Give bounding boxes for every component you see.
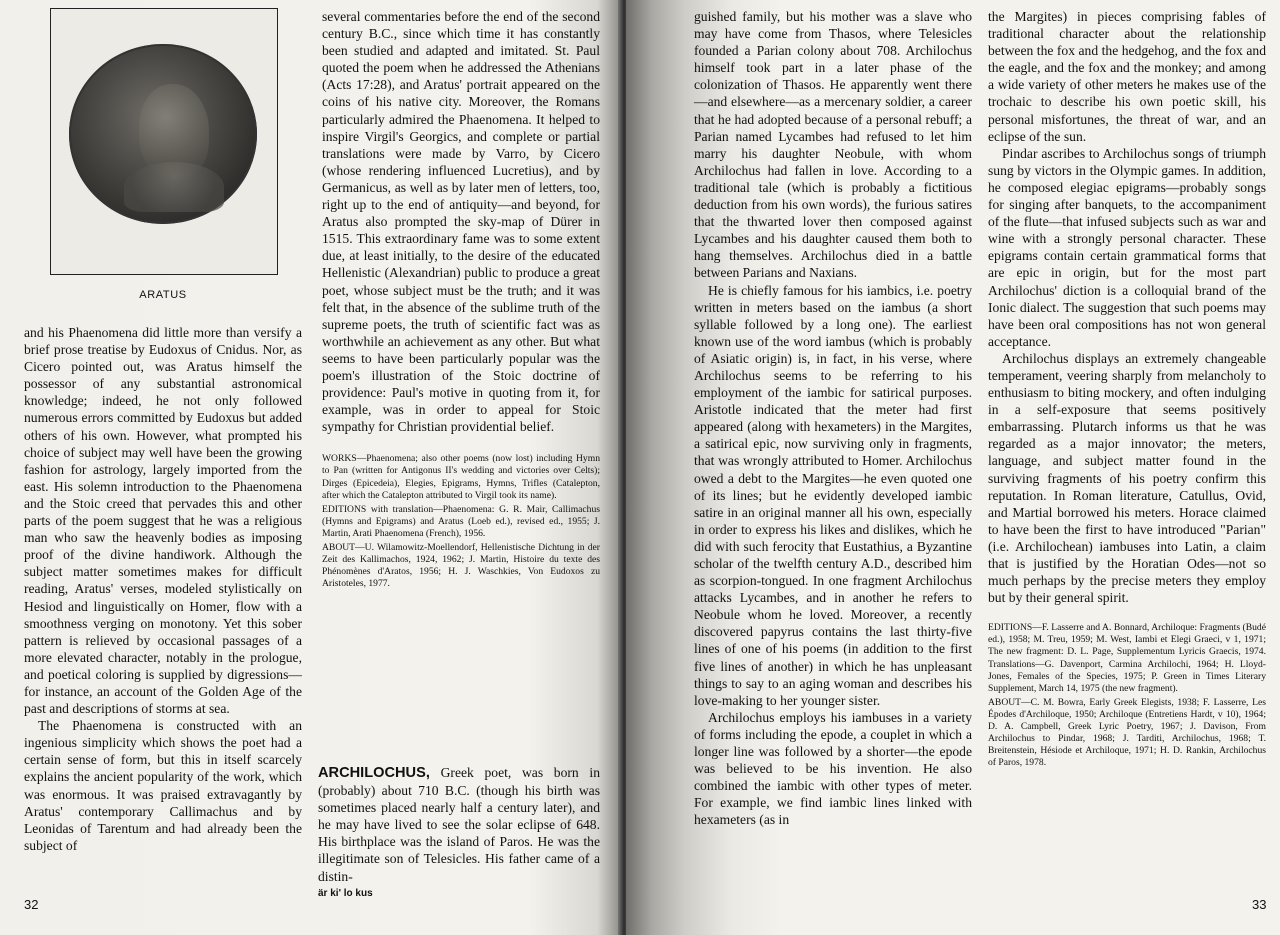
paragraph: guished family, but his mother was a slave who may have come from Thasos, where Telesicles founded a Parian colony about 708. Archilochus himself took part in a later phase of the colonization of Thasos. He apparently went there—and elsewhere—as a mercenary soldier, a career that he had adopted because of a personal rebuff; a Parian named Lycambes had refused to let him marry his daughter Neobule, with whom Archilochus had fallen in love. According to a traditional tale (which is probably a fictitious deduction from his own words), the furious satires that the thwarted lover then composed against Lycambes and his daughter caused them both to hang themselves. Archilochus died in a battle between Parians and Naxians. (694, 9, 972, 281)
left-page-column-1 (24, 324, 302, 854)
aratus-coin-image (69, 44, 257, 224)
page-number-right: 33 (1252, 897, 1267, 912)
paragraph: He is chiefly famous for his iambics, i.e. poetry written in meters based on the iambus (a short syllable followed by a long one). The earliest known use of the word iambus (which is probably of Asiatic origin) is, in fact, in his verse, where Archilochus seems to be referring to his employment of the iambic for satirical purposes. Aristotle indicated that the meter had first appeared (along with hexameters) in the Margites, a satirical epic, now surviving only in fragments, that was wrongly attributed to Homer. Archilochus owed a debt to the Margites—he even quoted one of its lines; but he evidently developed iambic satire in an original manner all his own, especially in order to express his likes and dislikes, which he did with such ferocity that Eustathius, a Byzantine scholar of the twelfth century A.D., described him as scorpion-tongued. In one fragment Archilochus attacks Lycambes, and in another he refers to Neobule whom he loved. Moreover, a recently discovered papyrus contains the last thirty-five lines of one of his poems (in addition to the first five lines of another) in which he has unpleasant things to say to an aging woman and describes his love-making to her younger sister. (694, 282, 972, 708)
paragraph: Archilochus displays an extremely changeable temperament, veering sharply from melancholy to enthusiasm to biting mockery, and often indulging in a self-exposure that seems positively embarrassing. Plutarch informs us that he was regarded as a major innovator; the meters, language, and subject matter found in the surviving fragments of his poetry confirm this reputation. In Roman literature, Catullus, Ovid, and Martial borrowed his meters. Horace claimed to have been the first to have introduced "Parian" (i.e. Archilochean) iambuses into Latin, a claim that is justified by the Horatian Odes—not so much perhaps by the precise meters they employ but by their general spirit. (988, 350, 1266, 606)
paragraph: and his Phaenomena did little more than versify a brief prose treatise by Eudoxus of Cnidus. Nor, as Cicero pointed out, was Aratus himself the possessor of any substantial astronomical knowledge; indeed, he not only followed numerous errors committed by Eudoxus but added others of his own. However, what prompted his choice of subject may well have been the growing fashion for astrology, largely imported from the east. His solemn introduction to the Phaenomena and the Stoic creed that pervades this and other parts of the poem suggest that he was a religious man who saw the heavenly bodies as imposing proof of the divine handiwork. Although the subject matter sometimes makes for difficult reading, Aratus' verses, modeled stylistically on Hesiod and linguistically on Homer, flow with a smoothness verging on monotony. Yet this sober pattern is relieved by occasional passages of a more elevated character, notably in the prologue, and poetical coloring is supplied by digressions—for instance, an account of the Golden Age of the past and descriptions of storms at sea. (24, 325, 302, 717)
archilochus-bibliography (988, 622, 1266, 769)
paragraph: the Margites) in pieces comprising fables of traditional character about the relationship between the fox and the hedgehog, and the fox and the eagle, and the fox and the monkey; and among a wide variety of other meters he makes use of the trochaic to describe his own poetic skill, his personal misfortunes, the threat of war, and an eclipse of the sun. (988, 9, 1266, 144)
paragraph (318, 764, 600, 885)
biblio-editions: EDITIONS—F. Lasserre and A. Bonnard, Archiloque: Fragments (Budé ed.), 1958; M. Treu, 1959; M. West, Iambi et Elegi Graeci, v 1, 1971; The new fragment: D. L. Page, Supplementum Lyricis Graecis, 1974. Translations—G. Davenport, Carmina Archilochi, 1964; H. Lloyd-Jones, Females of the Species, 1975; P. Green in Times Literary Supplement, March 14, 1975 (the new fragment). (988, 622, 1266, 694)
paragraph: Archilochus employs his iambuses in a variety of forms including the epode, a couplet in which a longer line was followed by a shorter—the epode was believed to be his invention. He also combined the iambic with other types of meter. For example, we find iambic lines linked with hexameters (as in (694, 709, 972, 828)
coin-bust-relief (124, 162, 224, 212)
page-number-left: 32 (24, 897, 39, 912)
biblio-editions: EDITIONS with translation—Phaenomena: G. R. Mair, Callimachus (Hymns and Epigrams) and Aratus (Loeb ed.), revised ed., 1955; J. Martin, Arati Phaenomena (French), 1956. (322, 503, 600, 539)
right-page (626, 0, 1280, 935)
biblio-about: ABOUT—C. M. Bowra, Early Greek Elegists, 1938; F. Lasserre, Les Épodes d'Archiloque, 1950; Archiloque (Entretiens Hardt, v 10), 1964; D. A. Campbell, Greek Lyric Poetry, 1967; J. Davison, From Archilochus to Pindar, 1968; J. Tarditi, Archilochus, 1968; T. Breitenstein, Hésiode et Archiloque, 1971; H. D. Rankin, Archilochus of Paros, 1978. (988, 696, 1266, 769)
right-page-column-2 (988, 8, 1266, 771)
biblio-works: WORKS—Phaenomena; also other poems (now lost) including Hymn to Pan (written for Antigonus II's wedding and victories over Celts); Dirges (Epicedeia), Elegies, Epigrams, Hymns, Trifles (Catalepton, after which the Catalepton attributed to Virgil took its name). (322, 453, 600, 501)
biblio-about: ABOUT—U. Wilamowitz-Moellendorf, Hellenistische Dichtung in der Zeit des Kallimachos, 1924, 1962; J. Martin, Histoire du texte des Phénomènes d'Aratos, 1956; H. J. Waschkies, Von Eudoxos zu Aristoteles, 1977. (322, 542, 600, 590)
paragraph: Pindar ascribes to Archilochus songs of triumph sung by victors in the Olympic games. In addition, he composed elegiac epigrams—probably songs for singing after banquets, to the accompaniment of the flute—that infused subjects such as war and wine with a strongly personal character. These epigrams contain certain grammatical forms that are epic in origin, but for the most part Archilochus' diction is a colloquial brand of the Ionic dialect. The suggestion that such poems may have been oral compositions has not won general acceptance. (988, 145, 1266, 349)
archilochus-intro: Greek poet, was born in (probably) about 710 B.C. (though his birth was sometimes placed nearly half a century later), and he may have lived to see the solar eclipse of 648. His birthplace was the island of Paros. He was the illegitimate son of Telesicles. His father came of a distin- (318, 765, 600, 884)
portrait-caption: ARATUS (139, 289, 187, 301)
aratus-portrait-frame (50, 8, 278, 275)
right-page-column-1 (694, 8, 972, 829)
left-page (0, 0, 622, 935)
archilochus-entry-start (318, 764, 600, 902)
paragraph: several commentaries before the end of the second century B.C., since which time it has constantly been studied and adapted and imitated. St. Paul quoted the poem when he addressed the Athenians (Acts 17:28), and Aratus' portrait appeared on the coins of his native city. Moreover, the Romans particularly admired the Phaenomena. It helped to inspire Virgil's Georgics, and complete or partial translations were made by Varro, by Cicero (whose rendering influenced Lucretius), and by Germanicus, as well as by later men of letters, too, right up to the end of antiquity—and beyond, for Aratus also prompted the sky-map of Dürer in 1515. This extraordinary fame was to some extent due, at least initially, to the desire of the educated Hellenistic (Alexandrian) public to produce a great poet, whose subject must be the truth; and it was felt that, in the absence of the sublime truth of the supreme poets, the truth of scientific fact was as worthwhile an achievement as any other. But what seems to have been particularly popular was the poem's illustration of the Stoic doctrine of providence: Paul's motive in quoting from it, for example, was in order to appeal for Stoic sympathy for Christian providential belief. (322, 9, 600, 435)
paragraph: The Phaenomena is constructed with an ingenious simplicity which shows the poet had a certain sense of form, but this in itself scarcely explains the ancient popularity of the work, which was enormous. It was praised extravagantly by Aratus' contemporary Callimachus and by Leonidas of Tarentum and had already been the subject of (24, 718, 302, 853)
left-page-column-2 (322, 8, 600, 592)
aratus-bibliography (322, 453, 600, 590)
archilochus-headword: ARCHILOCHUS, (318, 765, 430, 781)
pronunciation: är ki' lo kus (318, 887, 373, 899)
